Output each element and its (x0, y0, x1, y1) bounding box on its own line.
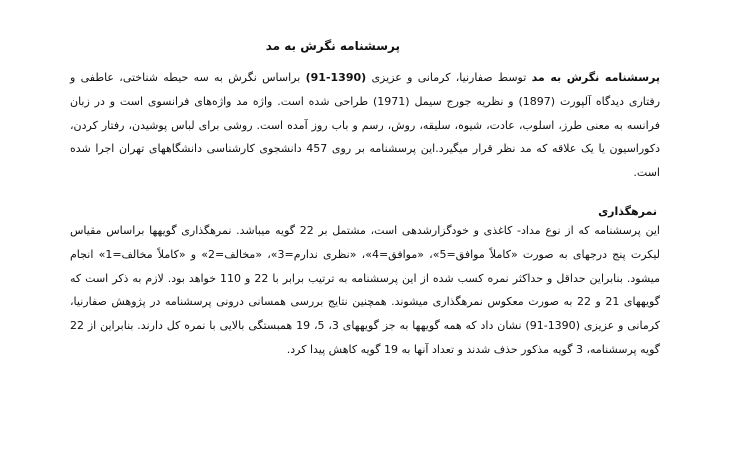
scoring-heading: نمرهگذاری (598, 205, 657, 218)
intro-lead-years: (1390-91) (305, 71, 367, 84)
intro-body: براساس نگرش به سه حیطه شناختی، عاطفی و رفتاری دیدگاه آلپورت (1897) و نظریه جورج سیمل (1971) طراحی شده است. واژه مد واژه‌های فرانسوی است و در زبان فرانسه به معنی طرز، اسلوب، عادت، شیوه، سلیقه، روش، رسم و باب روز آمده است. روشی برای لباس پوشیدن، رفتار کردن، دکوراسیون یا یک علاقه که مد نظر قرار میگیرد.این پرسشنامه بر روی 457 دانشجوی کارشناسی دانشگاههای تهران اجرا شده است. (70, 71, 661, 180)
page-title: پرسشنامه نگرش به مد (265, 39, 400, 53)
intro-lead-rest: توسط صفارنیا، کرمانی و عزیزی (366, 71, 532, 84)
intro-lead-bold: پرسشنامه نگرش به مد (531, 71, 660, 84)
intro-paragraph (70, 66, 660, 185)
scoring-paragraph: این پرسشنامه که از نوع مداد- کاغذی و خودگزارشدهی است، مشتمل بر 22 گویه میباشد. نمرهگذاری گویهها براساس مقیاس لیکرت پنج درجهای به صورت «کاملاً موافق=5»، «موافق=4»، «نظری ندارم=3»، «مخالف=2» و «کاملاً مخالف=1» انجام میشود. بنابراین حداقل و حداکثر نمره کسب شده از این پرسشنامه به ترتیب برابر با 22 و 110 خواهد بود. لازم به ذکر است که گویههای 21 و 22 به صورت معکوس نمرهگذاری میشوند. همچنین نتایج بررسی همسانی درونی پرسشنامه در پژوهش صفارنیا، کرمانی و عزیزی (1390-91) نشان داد که همه گویهها به جز گویههای 3، 5، 19 همبستگی بالایی با نمره کل دارند. بنابراین از 22 گویه پرسشنامه، 3 گویه مذکور حذف شدند و تعداد آنها به 19 گویه کاهش پیدا کرد. (70, 224, 661, 356)
